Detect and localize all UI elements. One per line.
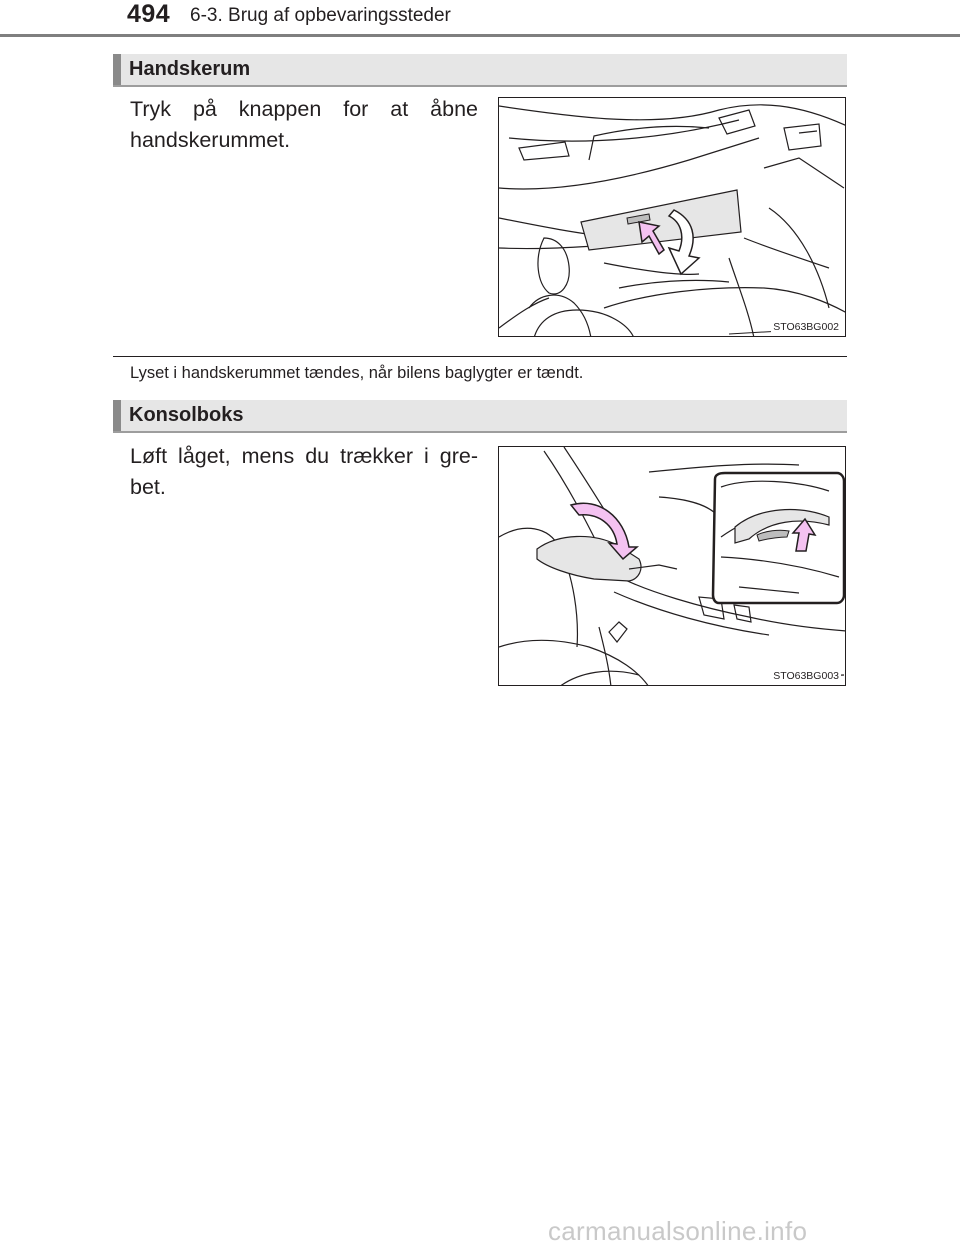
section-heading-bar (113, 400, 121, 431)
glovebox-drawing (499, 98, 846, 337)
section-heading-handskerum (113, 54, 847, 87)
section-heading-konsolboks (113, 400, 847, 433)
console-box-instruction: Løft låget, mens du trækker i gre-bet. (130, 444, 478, 499)
section-heading-bar (113, 54, 121, 85)
figure-code: STO63BG003 (773, 670, 839, 682)
watermark: carmanualsonline.info (548, 1216, 808, 1246)
header-rule (0, 34, 960, 37)
note-rule (113, 356, 847, 357)
chapter-title: 6-3. Brug af opbevaringssteder (190, 5, 451, 26)
glovebox-instruction: Tryk på knappen for at åbne handskerummet. (130, 97, 478, 152)
page-number: 494 (127, 0, 171, 28)
console-box-illustration (498, 446, 846, 686)
section-heading-label: Konsolboks (129, 404, 244, 426)
glovebox-illustration (498, 97, 846, 337)
figure-code: STO63BG002 (773, 321, 839, 333)
glovebox-light-note: Lyset i handskerummet tændes, når bilens baglygter er tændt. (130, 364, 584, 382)
console-box-drawing (499, 447, 846, 686)
section-heading-label: Handskerum (129, 58, 251, 80)
